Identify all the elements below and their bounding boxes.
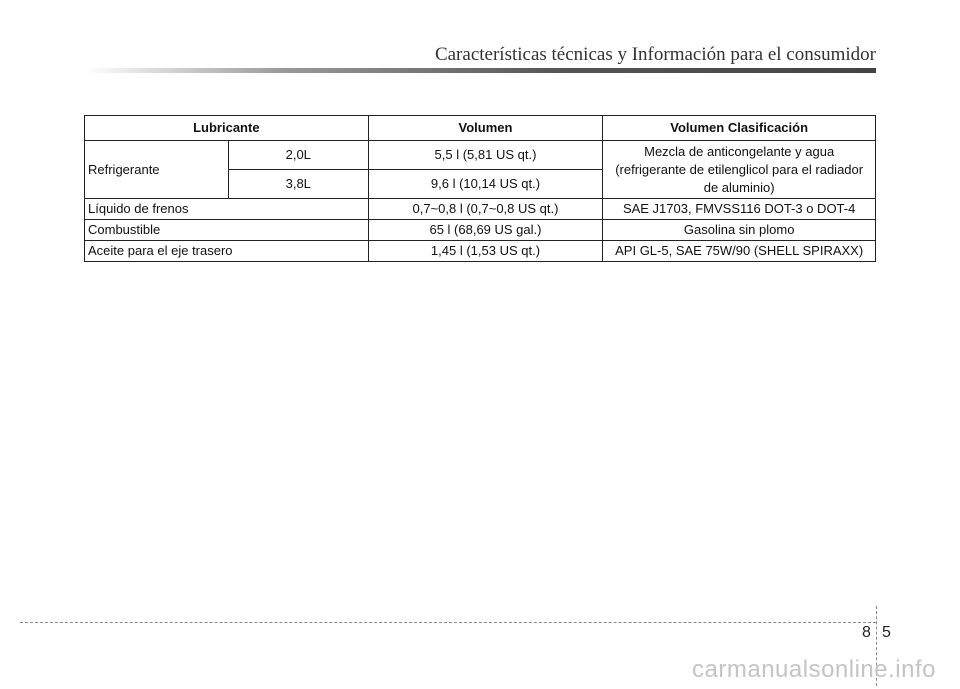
footer-dashed-rule [20,622,876,623]
coolant-engine: 2,0L [228,141,368,170]
lubricant-spec: SAE J1703, FMVSS116 DOT-3 o DOT-4 [603,199,876,220]
coolant-engine: 3,8L [228,170,368,199]
coolant-name: Refrigerante [85,141,229,199]
lubricant-spec: API GL-5, SAE 75W/90 (SHELL SPIRAXX) [603,241,876,262]
table-row [85,199,876,220]
header-classification: Volumen Clasificación [603,116,876,141]
lubricant-volume: 0,7~0,8 l (0,7~0,8 US qt.) [368,199,603,220]
coolant-volume: 9,6 l (10,14 US qt.) [368,170,603,199]
lubricant-volume: 65 l (68,69 US gal.) [368,220,603,241]
coolant-spec [603,141,876,199]
header-lubricant: Lubricante [85,116,369,141]
table-row [85,220,876,241]
page-chapter-number: 8 [862,624,871,641]
table-row [85,141,876,170]
coolant-volume: 5,5 l (5,81 US qt.) [368,141,603,170]
table-row [85,241,876,262]
lubricant-name: Combustible [85,220,369,241]
watermark-text: carmanualsonline.info [692,656,936,683]
lubricant-table [84,115,876,262]
header-rule [84,68,876,73]
lubricant-spec: Gasolina sin plomo [603,220,876,241]
coolant-spec-line: (refrigerante de etilenglicol para el radiador [615,161,864,177]
coolant-spec-line: Mezcla de anticongelante y agua [644,143,835,159]
page-number: 5 [882,624,891,641]
header-volume: Volumen [368,116,603,141]
lubricant-name: Aceite para el eje trasero [85,241,369,262]
lubricant-volume: 1,45 l (1,53 US qt.) [368,241,603,262]
table-header-row [85,116,876,141]
lubricant-name: Líquido de frenos [85,199,369,220]
page-header-title: Características técnicas y Información para el consumidor [434,44,876,65]
coolant-spec-line: de aluminio) [703,179,775,195]
